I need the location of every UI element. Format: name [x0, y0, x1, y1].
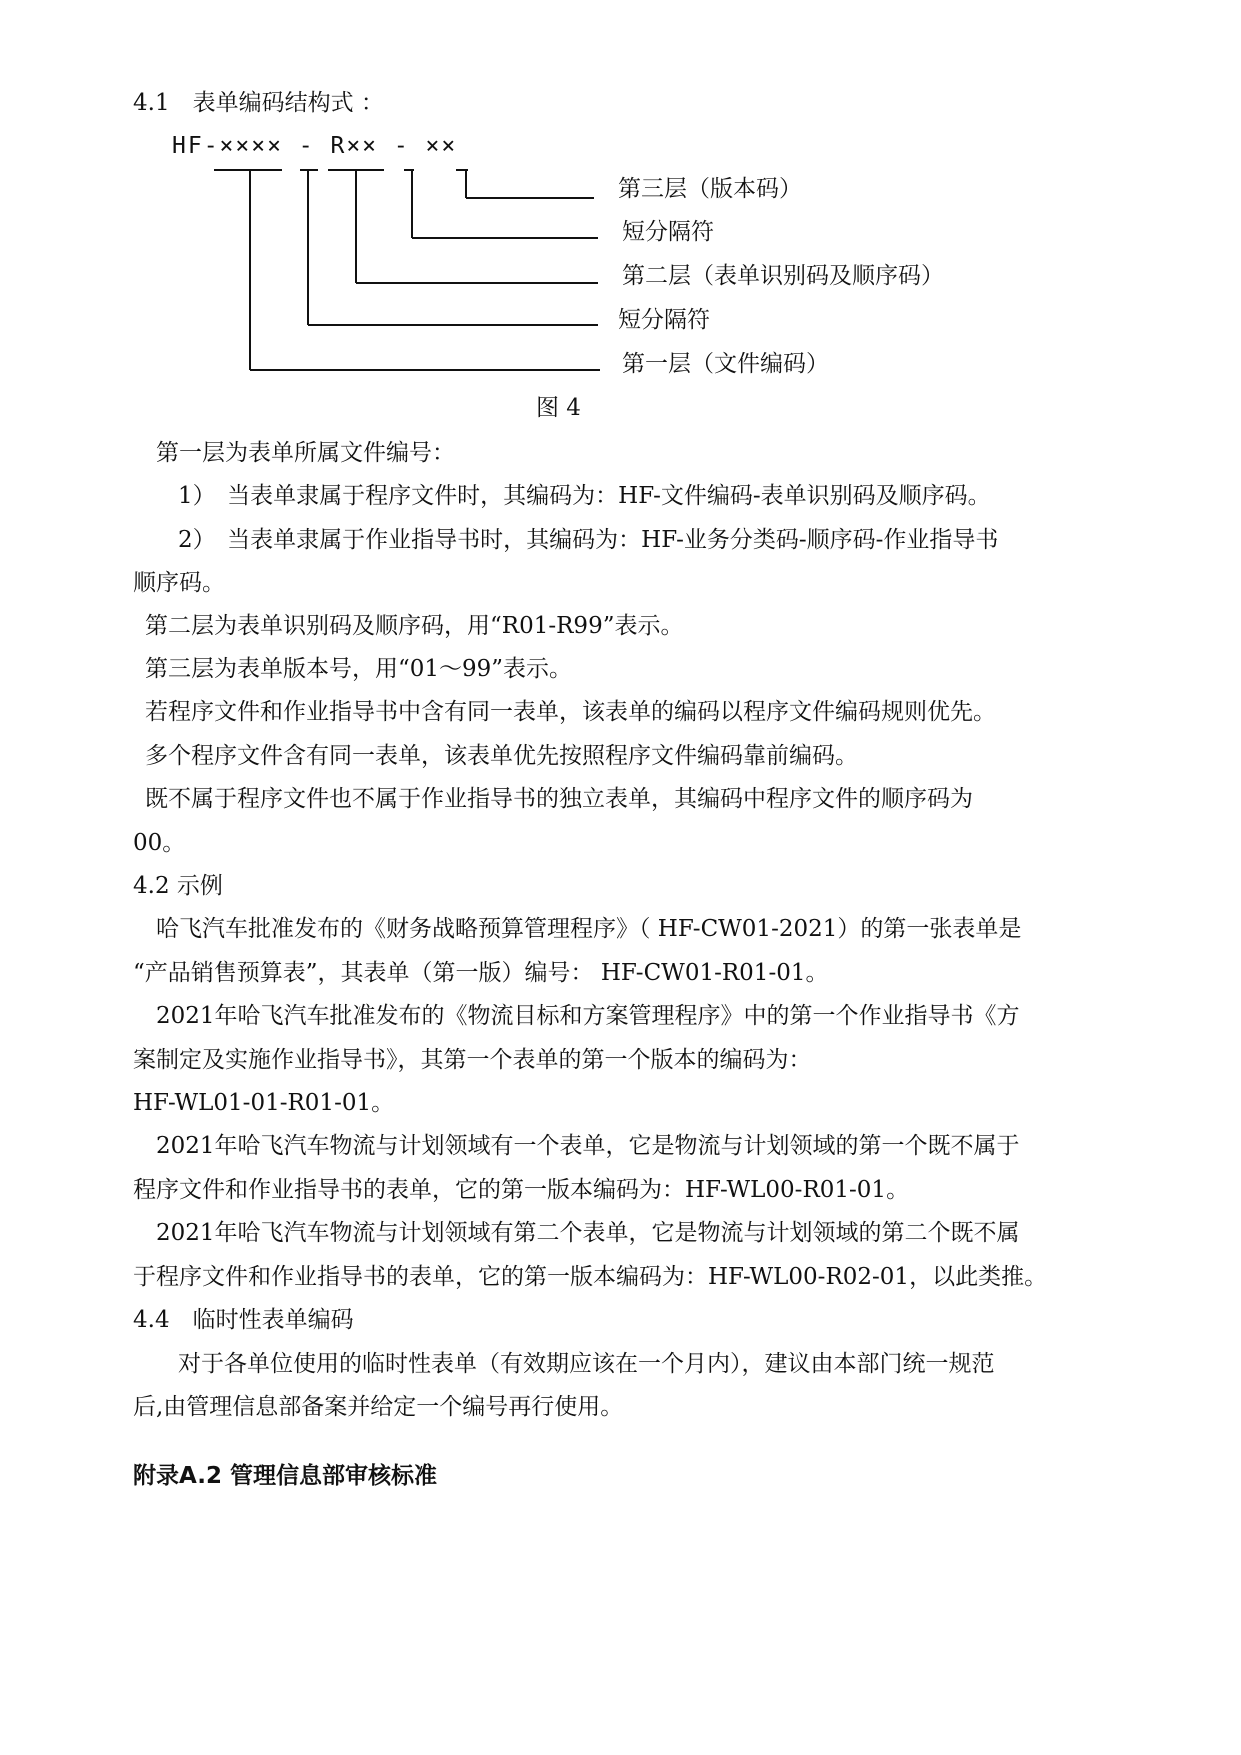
label-separator-1: 短分隔符: [618, 307, 710, 333]
example-2-line-1: 2021年哈飞汽车批准发布的《物流目标和方案管理程序》中的第一个作业指导书《方: [156, 1003, 1020, 1029]
code-pattern: HF-×××× - R×× - ××: [172, 133, 458, 159]
example-1-line-2: “产品销售预算表”，其表单（第一版）编号： HF-CW01-R01-01。: [133, 960, 829, 986]
paragraph-item-2: 2） 当表单隶属于作业指导书时，其编码为：HF-业务分类码-顺序码-作业指导书: [178, 527, 999, 553]
section-4-1-heading: 4.1 表单编码结构式 ：: [133, 90, 384, 116]
paragraph-independent: 既不属于程序文件也不属于作业指导书的独立表单，其编码中程序文件的顺序码为: [145, 786, 973, 812]
label-layer-2: 第二层（表单识别码及顺序码）: [622, 263, 944, 289]
appendix-heading: 附录A.2 管理信息部审核标准: [133, 1463, 437, 1489]
figure-caption: 图 4: [536, 395, 581, 421]
code-structure-diagram: [0, 0, 1241, 420]
example-1-line-1: 哈飞汽车批准发布的《财务战略预算管理程序》（ HF-CW01-2021）的第一张表单是: [156, 916, 1022, 942]
example-4-line-2: 于程序文件和作业指导书的表单，它的第一版本编码为：HF-WL00-R02-01，以此类推。: [133, 1264, 1048, 1290]
paragraph-layer3: 第三层为表单版本号，用“01～99”表示。: [145, 656, 573, 682]
paragraph-layer1-intro: 第一层为表单所属文件编号：: [156, 440, 455, 466]
section-4-4-heading: 4.4 临时性表单编码: [133, 1307, 354, 1333]
paragraph-layer2: 第二层为表单识别码及顺序码，用“R01-R99”表示。: [145, 613, 684, 639]
example-2-line-2: 案制定及实施作业指导书》，其第一个表单的第一个版本的编码为：: [133, 1047, 812, 1073]
temporary-form-line-1: 对于各单位使用的临时性表单（有效期应该在一个月内），建议由本部门统一规范: [178, 1351, 995, 1377]
label-layer-1: 第一层（文件编码）: [622, 351, 829, 377]
paragraph-item-2-cont: 顺序码。: [133, 570, 225, 596]
paragraph-multi-program: 多个程序文件含有同一表单，该表单优先按照程序文件编码靠前编码。: [145, 743, 858, 769]
example-3-line-1: 2021年哈飞汽车物流与计划领域有一个表单，它是物流与计划领域的第一个既不属于: [156, 1133, 1020, 1159]
example-2-line-3: HF-WL01-01-R01-01。: [133, 1090, 395, 1116]
paragraph-independent-cont: 00。: [133, 830, 186, 856]
paragraph-priority-rule: 若程序文件和作业指导书中含有同一表单，该表单的编码以程序文件编码规则优先。: [145, 699, 996, 725]
temporary-form-line-2: 后,由管理信息部备案并给定一个编号再行使用。: [133, 1394, 624, 1420]
paragraph-item-1: 1） 当表单隶属于程序文件时，其编码为：HF-文件编码-表单识别码及顺序码。: [178, 483, 991, 509]
example-4-line-1: 2021年哈飞汽车物流与计划领域有第二个表单，它是物流与计划领域的第二个既不属: [156, 1220, 1020, 1246]
section-4-2-heading: 4.2 示例: [133, 873, 223, 899]
example-3-line-2: 程序文件和作业指导书的表单，它的第一版本编码为：HF-WL00-R01-01。: [133, 1177, 910, 1203]
label-layer-3: 第三层（版本码）: [618, 176, 802, 202]
label-separator-2: 短分隔符: [622, 219, 714, 245]
